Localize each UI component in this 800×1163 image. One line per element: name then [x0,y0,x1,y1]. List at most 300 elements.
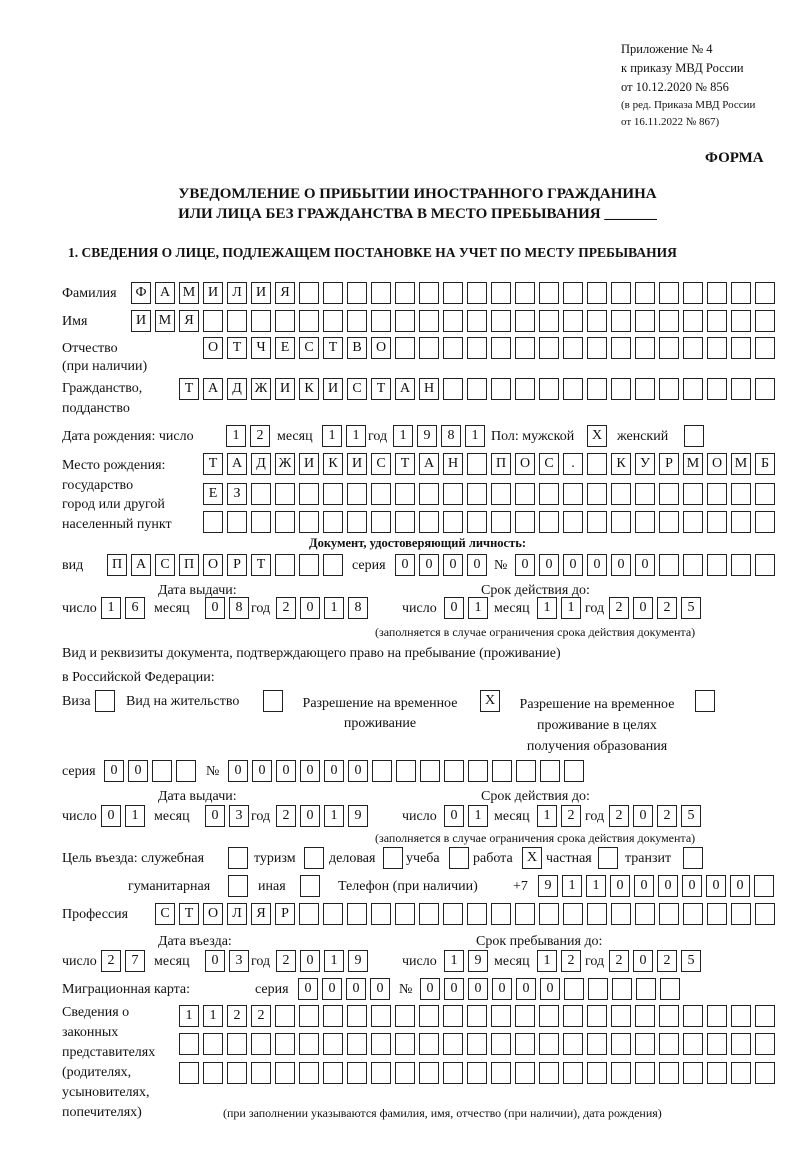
char-box[interactable] [443,378,463,400]
char-box[interactable]: 1 [537,950,557,972]
char-box[interactable]: И [203,282,223,304]
char-box[interactable]: 3 [229,950,249,972]
char-box[interactable]: 0 [324,760,344,782]
char-box[interactable]: 0 [635,554,655,576]
char-box[interactable] [203,1033,223,1055]
char-box[interactable] [563,282,583,304]
char-box[interactable]: 0 [587,554,607,576]
char-box[interactable] [683,378,703,400]
char-box[interactable] [371,1062,391,1084]
char-box[interactable]: 2 [657,597,677,619]
char-box[interactable] [419,903,439,925]
char-box[interactable] [179,1062,199,1084]
char-box[interactable]: 3 [229,805,249,827]
char-box[interactable] [491,378,511,400]
char-box[interactable] [203,511,223,533]
char-box[interactable]: 0 [706,875,726,897]
char-box[interactable] [635,1033,655,1055]
char-box[interactable] [299,1005,319,1027]
char-box[interactable] [419,1005,439,1027]
char-box[interactable]: 2 [251,1005,271,1027]
char-box[interactable] [683,1005,703,1027]
char-box[interactable]: А [131,554,151,576]
char-box[interactable] [754,875,774,897]
char-box[interactable] [515,310,535,332]
char-box[interactable]: Л [227,282,247,304]
char-box[interactable]: 0 [205,805,225,827]
char-box[interactable]: 0 [516,978,536,1000]
char-box[interactable]: 0 [346,978,366,1000]
char-box[interactable] [347,310,367,332]
char-box[interactable] [755,310,775,332]
char-box[interactable] [251,1062,271,1084]
char-box[interactable] [539,903,559,925]
char-box[interactable]: 2 [276,805,296,827]
char-box[interactable] [539,310,559,332]
char-box[interactable]: 0 [610,875,630,897]
char-box[interactable] [660,978,680,1000]
char-box[interactable] [419,337,439,359]
char-box[interactable]: Я [275,282,295,304]
char-box[interactable] [275,1005,295,1027]
char-box[interactable] [516,760,536,782]
char-box[interactable]: Т [179,378,199,400]
char-box[interactable] [707,282,727,304]
char-box[interactable]: 9 [348,805,368,827]
char-box[interactable] [227,1062,247,1084]
char-box[interactable] [539,511,559,533]
char-box[interactable]: У [635,453,655,475]
char-box[interactable] [443,511,463,533]
char-box[interactable] [587,378,607,400]
char-box[interactable]: Ж [275,453,295,475]
char-box[interactable] [395,1062,415,1084]
char-box[interactable]: 0 [228,760,248,782]
checkbox-cell[interactable] [300,875,320,897]
char-box[interactable] [419,1033,439,1055]
char-box[interactable] [323,282,343,304]
char-box[interactable]: В [347,337,367,359]
char-box[interactable] [395,1033,415,1055]
char-box[interactable]: 1 [465,425,485,447]
char-box[interactable] [707,483,727,505]
char-box[interactable]: 0 [101,805,121,827]
char-box[interactable] [371,1005,391,1027]
char-box[interactable] [731,483,751,505]
char-box[interactable]: . [563,453,583,475]
char-box[interactable]: Р [659,453,679,475]
char-box[interactable] [203,310,223,332]
char-box[interactable]: 9 [468,950,488,972]
char-box[interactable] [611,337,631,359]
char-box[interactable]: 0 [443,554,463,576]
char-box[interactable] [635,511,655,533]
char-box[interactable]: 5 [681,805,701,827]
char-box[interactable]: 5 [681,597,701,619]
char-box[interactable] [659,483,679,505]
char-box[interactable] [323,483,343,505]
char-box[interactable]: 0 [468,978,488,1000]
char-box[interactable] [587,282,607,304]
char-box[interactable] [755,337,775,359]
char-box[interactable] [635,282,655,304]
char-box[interactable]: 0 [205,950,225,972]
char-box[interactable]: 1 [444,950,464,972]
char-box[interactable] [755,511,775,533]
char-box[interactable]: Т [203,453,223,475]
char-box[interactable]: З [227,483,247,505]
char-box[interactable] [491,310,511,332]
char-box[interactable]: 0 [611,554,631,576]
char-box[interactable] [227,511,247,533]
char-box[interactable] [371,282,391,304]
char-box[interactable]: 8 [348,597,368,619]
char-box[interactable]: 2 [609,597,629,619]
char-box[interactable]: 0 [276,760,296,782]
checkbox-cell[interactable] [228,847,248,869]
char-box[interactable]: И [347,453,367,475]
char-box[interactable]: 0 [540,978,560,1000]
char-box[interactable] [588,978,608,1000]
char-box[interactable] [299,282,319,304]
char-box[interactable] [396,760,416,782]
char-box[interactable]: 0 [633,597,653,619]
char-box[interactable]: 1 [468,805,488,827]
char-box[interactable]: 1 [324,950,344,972]
char-box[interactable]: 2 [609,805,629,827]
checkbox-cell[interactable] [684,425,704,447]
char-box[interactable]: 1 [226,425,246,447]
char-box[interactable] [731,1033,751,1055]
char-box[interactable] [611,378,631,400]
char-box[interactable]: К [299,378,319,400]
char-box[interactable] [323,511,343,533]
char-box[interactable]: 2 [609,950,629,972]
char-box[interactable]: 2 [250,425,270,447]
char-box[interactable]: О [203,903,223,925]
char-box[interactable] [491,903,511,925]
char-box[interactable] [659,554,679,576]
char-box[interactable] [227,1033,247,1055]
char-box[interactable] [707,1005,727,1027]
char-box[interactable] [371,310,391,332]
char-box[interactable]: 2 [276,597,296,619]
char-box[interactable] [635,903,655,925]
char-box[interactable]: А [395,378,415,400]
char-box[interactable] [420,760,440,782]
char-box[interactable] [515,1005,535,1027]
char-box[interactable] [731,1005,751,1027]
char-box[interactable] [539,337,559,359]
char-box[interactable] [563,511,583,533]
char-box[interactable]: К [323,453,343,475]
char-box[interactable] [563,483,583,505]
char-box[interactable] [323,903,343,925]
char-box[interactable]: 1 [101,597,121,619]
char-box[interactable]: 0 [370,978,390,1000]
char-box[interactable] [395,1005,415,1027]
char-box[interactable] [443,903,463,925]
char-box[interactable]: 1 [562,875,582,897]
char-box[interactable] [179,1033,199,1055]
char-box[interactable]: 6 [125,597,145,619]
char-box[interactable] [659,310,679,332]
char-box[interactable]: 0 [682,875,702,897]
char-box[interactable] [443,1033,463,1055]
char-box[interactable] [635,1062,655,1084]
char-box[interactable] [347,1033,367,1055]
char-box[interactable]: С [539,453,559,475]
char-box[interactable]: П [491,453,511,475]
char-box[interactable] [635,337,655,359]
char-box[interactable] [395,310,415,332]
char-box[interactable] [299,483,319,505]
char-box[interactable] [563,378,583,400]
char-box[interactable]: 9 [538,875,558,897]
char-box[interactable] [419,483,439,505]
char-box[interactable] [468,760,488,782]
char-box[interactable] [491,1005,511,1027]
char-box[interactable]: О [707,453,727,475]
char-box[interactable]: 0 [104,760,124,782]
char-box[interactable] [203,1062,223,1084]
char-box[interactable] [491,511,511,533]
char-box[interactable] [707,554,727,576]
char-box[interactable] [587,1005,607,1027]
checkbox-cell[interactable] [683,847,703,869]
char-box[interactable] [731,378,751,400]
char-box[interactable] [611,903,631,925]
char-box[interactable] [443,1005,463,1027]
char-box[interactable] [659,1062,679,1084]
char-box[interactable]: 2 [101,950,121,972]
char-box[interactable] [587,511,607,533]
char-box[interactable] [275,310,295,332]
char-box[interactable]: 2 [561,950,581,972]
char-box[interactable] [323,1033,343,1055]
char-box[interactable] [612,978,632,1000]
char-box[interactable] [635,310,655,332]
char-box[interactable] [539,282,559,304]
char-box[interactable]: Б [755,453,775,475]
char-box[interactable]: 2 [276,950,296,972]
char-box[interactable] [611,511,631,533]
char-box[interactable] [539,1062,559,1084]
char-box[interactable] [275,1033,295,1055]
char-box[interactable] [683,282,703,304]
char-box[interactable] [755,1033,775,1055]
char-box[interactable] [251,310,271,332]
char-box[interactable]: 8 [441,425,461,447]
char-box[interactable] [755,903,775,925]
char-box[interactable] [755,483,775,505]
char-box[interactable] [683,554,703,576]
char-box[interactable]: Л [227,903,247,925]
char-box[interactable] [731,511,751,533]
char-box[interactable]: 0 [128,760,148,782]
char-box[interactable]: Е [203,483,223,505]
checkbox-cell[interactable] [263,690,283,712]
char-box[interactable] [323,1005,343,1027]
char-box[interactable] [491,337,511,359]
char-box[interactable]: А [155,282,175,304]
char-box[interactable] [443,1062,463,1084]
char-box[interactable] [707,511,727,533]
char-box[interactable] [659,1005,679,1027]
char-box[interactable]: 0 [205,597,225,619]
char-box[interactable]: 1 [468,597,488,619]
char-box[interactable] [227,310,247,332]
char-box[interactable] [371,1033,391,1055]
char-box[interactable] [323,1062,343,1084]
char-box[interactable] [587,337,607,359]
char-box[interactable] [491,1033,511,1055]
char-box[interactable] [347,1062,367,1084]
char-box[interactable] [539,1005,559,1027]
char-box[interactable]: 0 [419,554,439,576]
char-box[interactable] [611,282,631,304]
char-box[interactable] [755,282,775,304]
char-box[interactable] [299,1062,319,1084]
char-box[interactable]: 0 [563,554,583,576]
char-box[interactable] [299,903,319,925]
char-box[interactable] [611,310,631,332]
char-box[interactable] [563,337,583,359]
char-box[interactable] [611,1062,631,1084]
char-box[interactable]: М [179,282,199,304]
char-box[interactable] [683,1033,703,1055]
char-box[interactable]: 1 [322,425,342,447]
char-box[interactable] [467,1033,487,1055]
char-box[interactable]: 0 [444,805,464,827]
char-box[interactable] [371,483,391,505]
char-box[interactable] [395,337,415,359]
char-box[interactable] [587,453,607,475]
char-box[interactable] [515,1062,535,1084]
char-box[interactable]: 0 [252,760,272,782]
char-box[interactable] [539,378,559,400]
char-box[interactable]: Е [275,337,295,359]
char-box[interactable]: 0 [730,875,750,897]
char-box[interactable] [563,1033,583,1055]
char-box[interactable]: 1 [537,805,557,827]
char-box[interactable] [176,760,196,782]
char-box[interactable]: М [683,453,703,475]
checkbox-cell[interactable] [695,690,715,712]
char-box[interactable] [755,554,775,576]
char-box[interactable] [492,760,512,782]
char-box[interactable]: 0 [515,554,535,576]
char-box[interactable] [564,760,584,782]
char-box[interactable]: И [131,310,151,332]
char-box[interactable] [683,337,703,359]
char-box[interactable]: 0 [444,597,464,619]
char-box[interactable] [755,1005,775,1027]
char-box[interactable]: С [371,453,391,475]
char-box[interactable]: Ч [251,337,271,359]
char-box[interactable] [659,337,679,359]
char-box[interactable]: С [155,903,175,925]
char-box[interactable] [636,978,656,1000]
char-box[interactable]: О [371,337,391,359]
char-box[interactable]: Р [227,554,247,576]
char-box[interactable] [731,310,751,332]
char-box[interactable]: С [299,337,319,359]
char-box[interactable] [395,282,415,304]
char-box[interactable] [275,483,295,505]
char-box[interactable] [371,903,391,925]
char-box[interactable]: 1 [179,1005,199,1027]
char-box[interactable] [707,337,727,359]
char-box[interactable]: М [155,310,175,332]
char-box[interactable] [564,978,584,1000]
char-box[interactable]: 2 [657,805,677,827]
char-box[interactable]: Т [227,337,247,359]
char-box[interactable]: А [419,453,439,475]
checkbox-cell[interactable] [95,690,115,712]
char-box[interactable]: Т [251,554,271,576]
char-box[interactable] [299,511,319,533]
char-box[interactable] [683,1062,703,1084]
char-box[interactable]: С [155,554,175,576]
char-box[interactable]: 0 [539,554,559,576]
char-box[interactable]: 8 [229,597,249,619]
char-box[interactable]: 1 [125,805,145,827]
char-box[interactable]: Т [323,337,343,359]
char-box[interactable] [683,903,703,925]
char-box[interactable] [443,337,463,359]
char-box[interactable]: О [203,337,223,359]
char-box[interactable]: 0 [634,875,654,897]
char-box[interactable]: Н [419,378,439,400]
char-box[interactable] [467,1005,487,1027]
char-box[interactable] [707,378,727,400]
char-box[interactable] [467,282,487,304]
char-box[interactable] [659,1033,679,1055]
char-box[interactable] [587,1062,607,1084]
char-box[interactable] [731,1062,751,1084]
char-box[interactable] [563,310,583,332]
char-box[interactable] [323,310,343,332]
char-box[interactable] [707,903,727,925]
char-box[interactable] [635,483,655,505]
char-box[interactable] [491,1062,511,1084]
char-box[interactable] [419,310,439,332]
char-box[interactable]: 0 [298,978,318,1000]
char-box[interactable] [323,554,343,576]
char-box[interactable] [731,282,751,304]
char-box[interactable] [347,511,367,533]
char-box[interactable]: 9 [417,425,437,447]
char-box[interactable] [635,378,655,400]
char-box[interactable] [347,1005,367,1027]
char-box[interactable] [152,760,172,782]
char-box[interactable] [659,282,679,304]
char-box[interactable]: 0 [300,950,320,972]
char-box[interactable] [563,903,583,925]
char-box[interactable] [731,554,751,576]
char-box[interactable] [611,483,631,505]
char-box[interactable]: 7 [125,950,145,972]
char-box[interactable] [444,760,464,782]
char-box[interactable]: Т [395,453,415,475]
char-box[interactable]: 0 [467,554,487,576]
char-box[interactable]: С [347,378,367,400]
char-box[interactable] [395,511,415,533]
char-box[interactable]: Д [251,453,271,475]
char-box[interactable] [707,1062,727,1084]
char-box[interactable] [395,903,415,925]
